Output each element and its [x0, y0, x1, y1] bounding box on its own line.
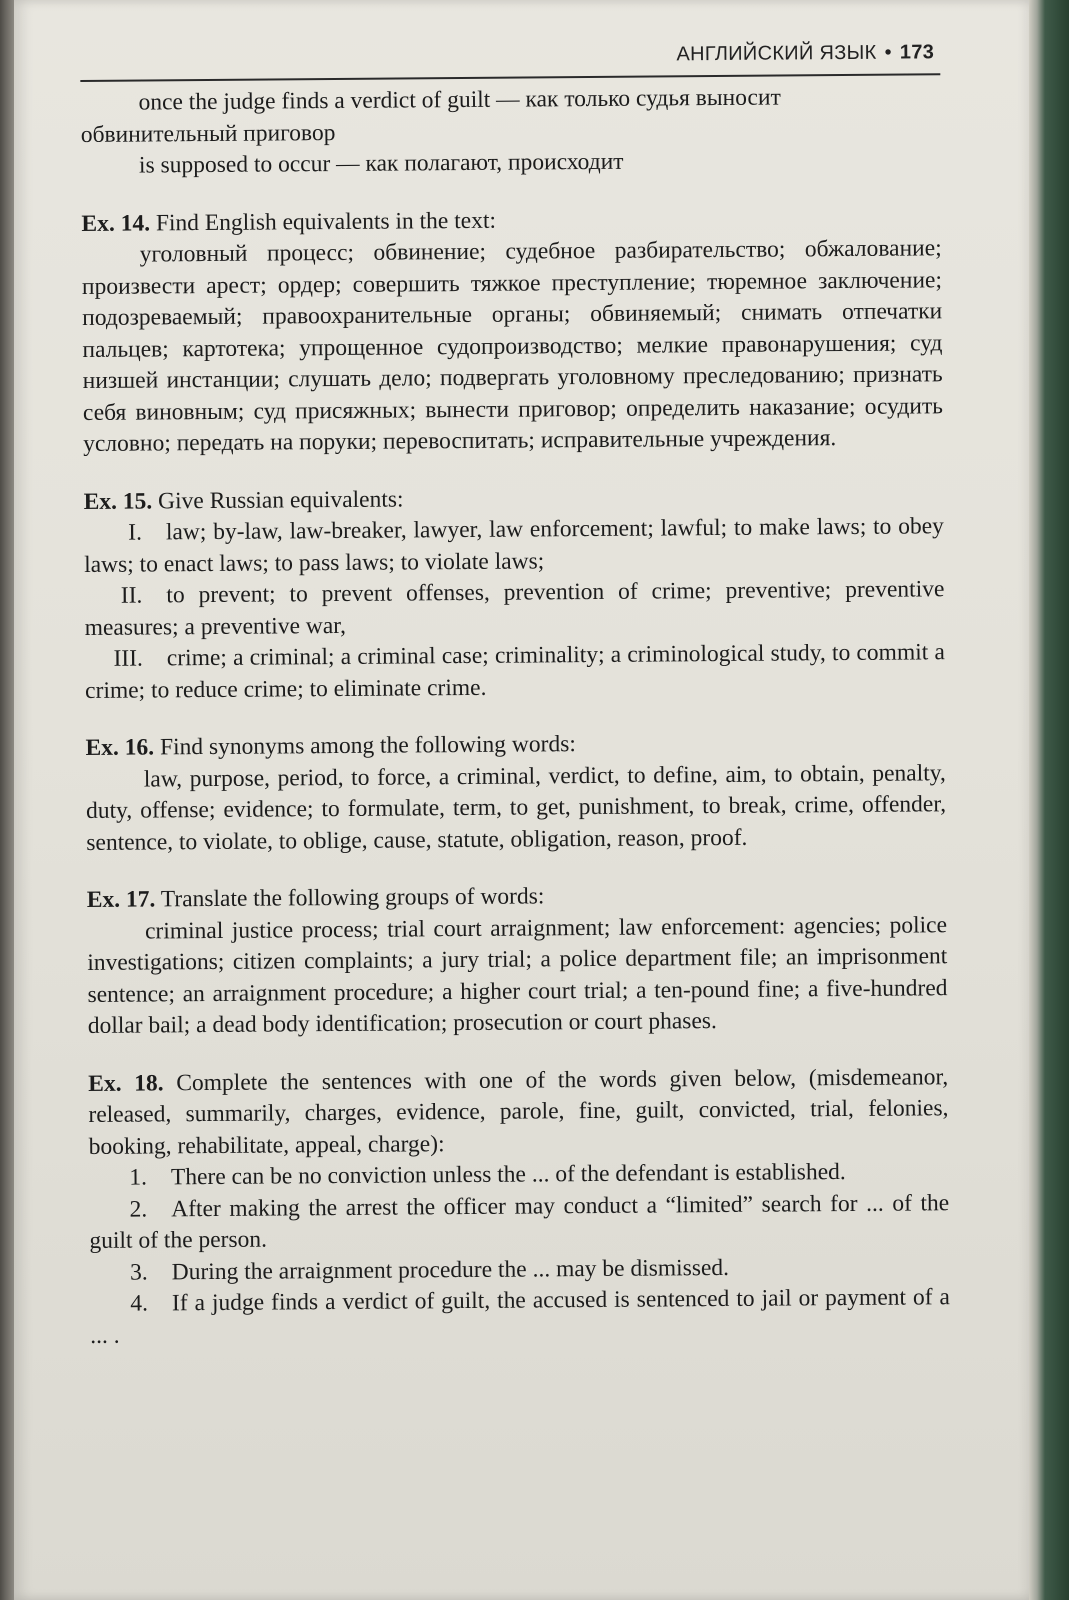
running-head-bullet: • [884, 41, 892, 64]
exercise-body: уголовный процесс; обвинение; судебное разбирательство; обжалование; произвести арест; ордер; совершить тяжкое преступление; тюремное заключение; подозреваемый; правоохранительные органы; обвиняемый; снимать отпечатки пальцев; картотека; упрощенное судопроизводство; мелкие правонарушения; суд низшей инстанции; слушать дело; подвергать уголовному преследованию; признать себя виновным; суд присяжных; вынести приговор; определить наказание; осудить условно; передать на поруки; перевоспитать; исправительные учреждения. [81, 235, 944, 457]
exercise-instruction: Find English equivalents in the text: [155, 207, 497, 236]
list-item [85, 637, 945, 707]
item-number: 1. [129, 1164, 148, 1191]
exercise-instruction: Translate the following groups of words: [160, 883, 545, 913]
running-head-title: АНГЛИЙСКИЙ ЯЗЫК [676, 41, 877, 66]
glossary-line-1: once the judge finds a verdict of guilt — как только судья выносит обвинительный приговор [80, 84, 781, 148]
exercise-body: law, purpose, period, to force, a criminal, verdict, to define, aim, to obtain, penalty, duty, offense; evidence; to formulate, term, to get, punishment, to break, crime, offender, sentence, to violate, to oblige, cause, statute, obligation, reason, proof. [85, 759, 947, 856]
item-text: law; by-law, law-breaker, lawyer, law enforcement; lawful; to make laws; to obey laws; to enact laws; to pass laws; to violate laws; [84, 513, 944, 578]
exercise-15 [84, 480, 946, 707]
exercise-body: criminal justice process; trial court arraignment; law enforcement: agencies; police investigations; citizen complaints; a jury trial; a police department file; an imprisonment sentence; an arraignment procedure; a higher court trial; a ten-pound fine; a five-hundred dollar bail; a dead body identification; prosecution or court phases. [87, 911, 948, 1039]
item-text: During the arraignment procedure the ... may be dismissed. [171, 1254, 730, 1285]
glossary [80, 81, 941, 182]
exercise-17 [87, 878, 948, 1042]
item-text: crime; a criminal; a criminal case; criminality; a criminological study, to commit a crime; to reduce crime; to eliminate crime. [85, 639, 945, 704]
page-content [80, 31, 950, 1352]
exercise-number: Ex. 15. [83, 487, 153, 515]
glossary-line-2: is supposed to occur — как полагают, происходит [138, 148, 624, 179]
exercise-instruction: Give Russian equivalents: [157, 485, 404, 514]
exercise-instruction: Complete the sentences with one of the words given below, (misdemeanor, released, summarily, charges, evidence, parole, fine, guilt, convicted, trial, felonies, booking, rehabilitate, appeal, charge): [88, 1063, 949, 1160]
book-spine [1029, 0, 1069, 1600]
item-number: III. [113, 645, 143, 672]
list-item [84, 511, 944, 581]
list-item [89, 1188, 949, 1258]
exercise-18 [88, 1062, 950, 1352]
exercise-instruction: Find synonyms among the following words: [159, 731, 576, 761]
item-text: If a judge finds a verdict of guilt, the accused is sentenced to jail or payment of a ... . [90, 1284, 951, 1349]
list-item [84, 574, 944, 644]
item-number: 2. [129, 1196, 148, 1223]
exercise-number: Ex. 18. [88, 1069, 164, 1097]
page-number: 173 [899, 41, 935, 64]
exercise-number: Ex. 14. [81, 209, 151, 237]
exercise-14 [81, 202, 943, 461]
running-head-text [676, 41, 934, 66]
item-number: II. [120, 582, 143, 609]
item-number: 3. [129, 1259, 148, 1286]
item-number: I. [128, 519, 142, 546]
item-text: There can be no conviction unless the ... of the defendant is established. [170, 1159, 846, 1191]
item-number: 4. [130, 1290, 149, 1317]
book-page [14, 0, 1032, 1600]
exercise-16 [85, 726, 946, 859]
item-text: After making the arrest the officer may conduct a “limited” search for ... of the guilt of the person. [89, 1189, 950, 1254]
exercise-heading [88, 1062, 949, 1163]
exercise-number: Ex. 16. [85, 734, 155, 761]
running-head [80, 31, 940, 82]
exercise-number: Ex. 17. [86, 886, 156, 913]
list-item [90, 1282, 950, 1352]
item-text: to prevent; to prevent offenses, prevention of crime; preventive; preventive measures; a preventive war, [84, 576, 945, 641]
